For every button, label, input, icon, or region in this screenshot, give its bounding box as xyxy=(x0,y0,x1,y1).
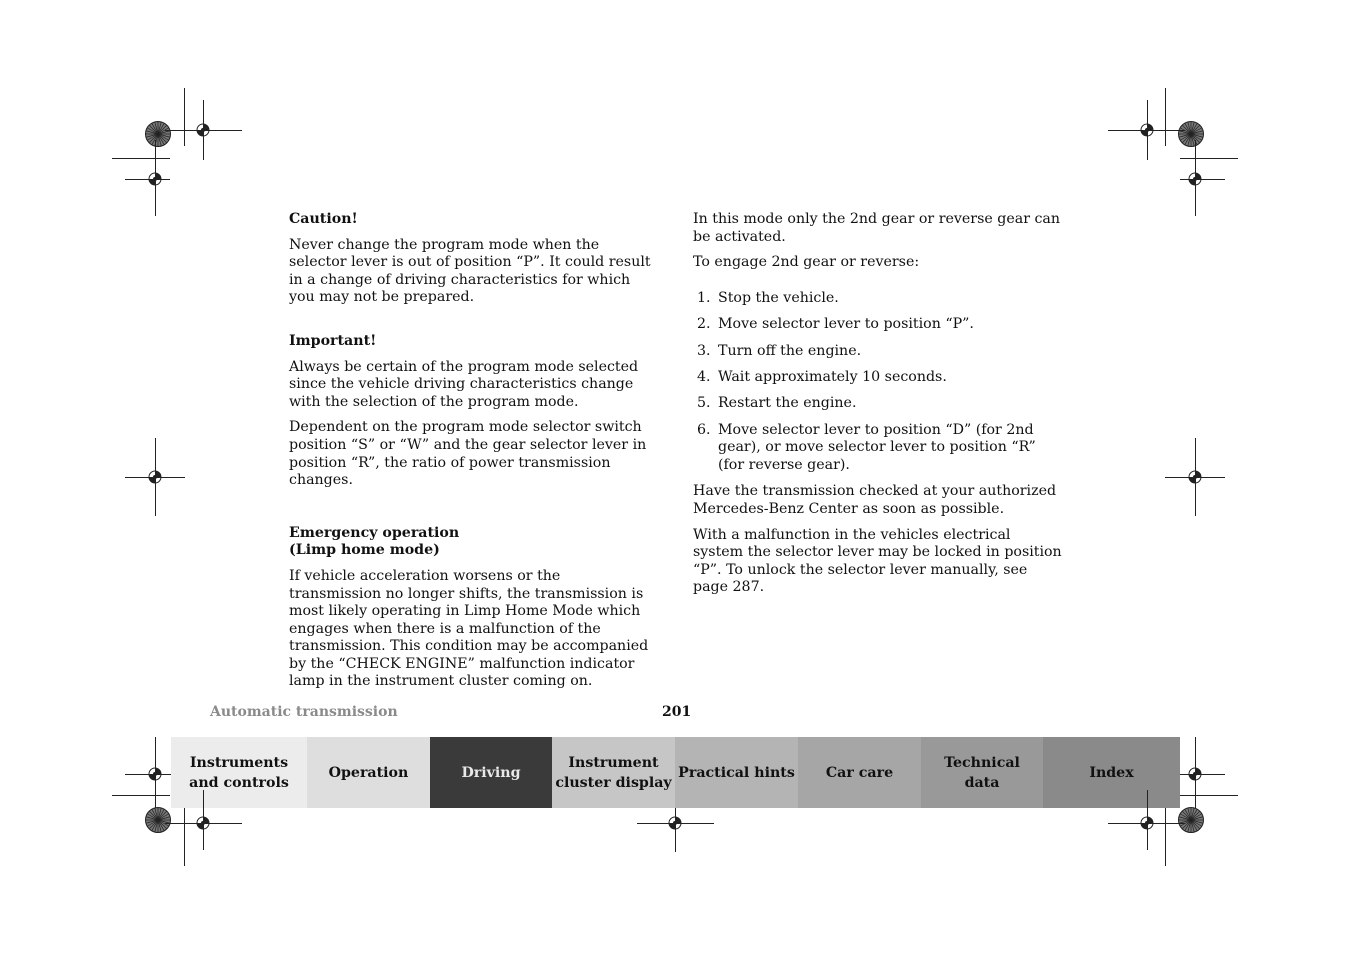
tab-label-line1: Practical hints xyxy=(678,764,795,781)
step-text: Move selector lever to position “D” (for 2nd gear), or move selector lever to position “R” (for reverse gear). xyxy=(718,421,1036,473)
step-number: 4. xyxy=(697,368,711,385)
tab-label-line1: Driving xyxy=(461,764,521,781)
trim-line xyxy=(1195,140,1196,216)
trim-line xyxy=(112,158,170,159)
list-item xyxy=(693,395,1065,413)
trim-line xyxy=(203,790,204,850)
tab-technical-data[interactable] xyxy=(921,737,1043,808)
step-text: Move selector lever to position “P”. xyxy=(718,316,974,333)
left-column xyxy=(289,211,655,699)
emergency-heading-line2: (Limp home mode) xyxy=(289,542,440,559)
caution-heading: Caution! xyxy=(289,211,358,227)
trim-line xyxy=(1180,179,1225,180)
step-number: 6. xyxy=(697,421,711,438)
right-column xyxy=(693,211,1065,605)
tab-label-line2: data xyxy=(964,774,1000,791)
emergency-heading xyxy=(289,525,655,560)
step-number: 1. xyxy=(697,289,711,306)
trim-line xyxy=(1180,795,1238,796)
trim-line xyxy=(125,774,171,775)
step-text: Stop the vehicle. xyxy=(718,289,839,306)
checked-text: Have the transmission checked at your authorized Mercedes-Benz Center as soon as possible. xyxy=(693,483,1057,517)
steps-list xyxy=(693,290,1065,475)
step-number: 2. xyxy=(697,316,711,333)
tab-label-line1: Technical xyxy=(944,754,1020,771)
trim-line xyxy=(184,88,185,146)
trim-line xyxy=(1180,774,1225,775)
caution-text: Never change the program mode when the selector lever is out of position “P”. It could result in a change of driving characteristics for which you may not be prepared. xyxy=(289,236,651,306)
trim-line xyxy=(1165,88,1166,146)
tab-driving[interactable] xyxy=(430,737,552,808)
list-item xyxy=(693,290,1065,308)
step-text: Turn off the engine. xyxy=(718,342,862,359)
tab-label-line1: Car care xyxy=(825,764,894,781)
trim-line xyxy=(203,100,204,160)
page-number: 201 xyxy=(662,704,692,720)
list-item xyxy=(693,422,1065,475)
list-item xyxy=(693,343,1065,361)
trim-line xyxy=(1195,438,1196,516)
tab-label-line1: Instrument xyxy=(568,754,659,771)
starburst-mark xyxy=(144,120,172,148)
tab-label-line2: cluster display xyxy=(555,774,672,791)
tab-instruments-and-controls[interactable] xyxy=(171,737,307,808)
tab-car-care[interactable] xyxy=(798,737,921,808)
tab-label-line1: Index xyxy=(1089,764,1134,781)
emergency-text: If vehicle acceleration worsens or the transmission no longer shifts, the transmission is most likely operating in Limp Home Mode which engages when there is a malfunction of the transmission. This condition may be accompanied by the “CHECK ENGINE” malfunction indicator lamp in the instrument cluster coming on. xyxy=(289,567,649,690)
tab-label-line1: Operation xyxy=(328,764,409,781)
trim-line xyxy=(1147,790,1148,850)
trim-line xyxy=(1195,737,1196,813)
starburst-mark xyxy=(1177,806,1205,834)
tab-operation[interactable] xyxy=(307,737,430,808)
trim-line xyxy=(1147,100,1148,160)
trim-line xyxy=(155,438,156,516)
tab-label-line2: and controls xyxy=(189,774,289,791)
trim-line xyxy=(184,808,185,866)
important-heading: Important! xyxy=(289,332,377,349)
trim-line xyxy=(675,808,676,852)
emergency-heading-line1: Emergency operation xyxy=(289,524,460,541)
trim-line xyxy=(155,140,156,216)
intro-text: In this mode only the 2nd gear or reverse gear can be activated. xyxy=(693,211,1061,245)
list-item xyxy=(693,369,1065,387)
trim-line xyxy=(125,179,170,180)
important-text-2: Dependent on the program mode selector switch position “S” or “W” and the gear selector lever in position “R”, the ratio of power transmission changes. xyxy=(289,419,647,489)
step-number: 3. xyxy=(697,342,711,359)
engage-text: To engage 2nd gear or reverse: xyxy=(693,254,920,271)
important-text-1: Always be certain of the program mode selected since the vehicle driving characteristics change with the selection of the program mode. xyxy=(289,358,639,410)
trim-line xyxy=(1165,808,1166,866)
chapter-tab-bar xyxy=(171,737,1180,808)
trim-line xyxy=(112,795,170,796)
section-title: Automatic transmission xyxy=(210,704,398,720)
step-text: Restart the engine. xyxy=(718,395,857,412)
tab-label-line1: Instruments xyxy=(189,754,289,771)
starburst-mark xyxy=(144,806,172,834)
tab-practical-hints[interactable] xyxy=(675,737,798,808)
malfunction-text: With a malfunction in the vehicles electrical system the selector lever may be locked in position “P”. To unlock the selector lever manually, see page 287. xyxy=(693,526,1062,596)
tab-instrument-cluster-display[interactable] xyxy=(552,737,675,808)
step-text: Wait approximately 10 seconds. xyxy=(718,368,947,385)
starburst-mark xyxy=(1177,120,1205,148)
list-item xyxy=(693,316,1065,334)
step-number: 5. xyxy=(697,395,711,412)
trim-line xyxy=(1180,158,1238,159)
trim-line xyxy=(155,737,156,813)
tab-index[interactable] xyxy=(1043,737,1180,808)
